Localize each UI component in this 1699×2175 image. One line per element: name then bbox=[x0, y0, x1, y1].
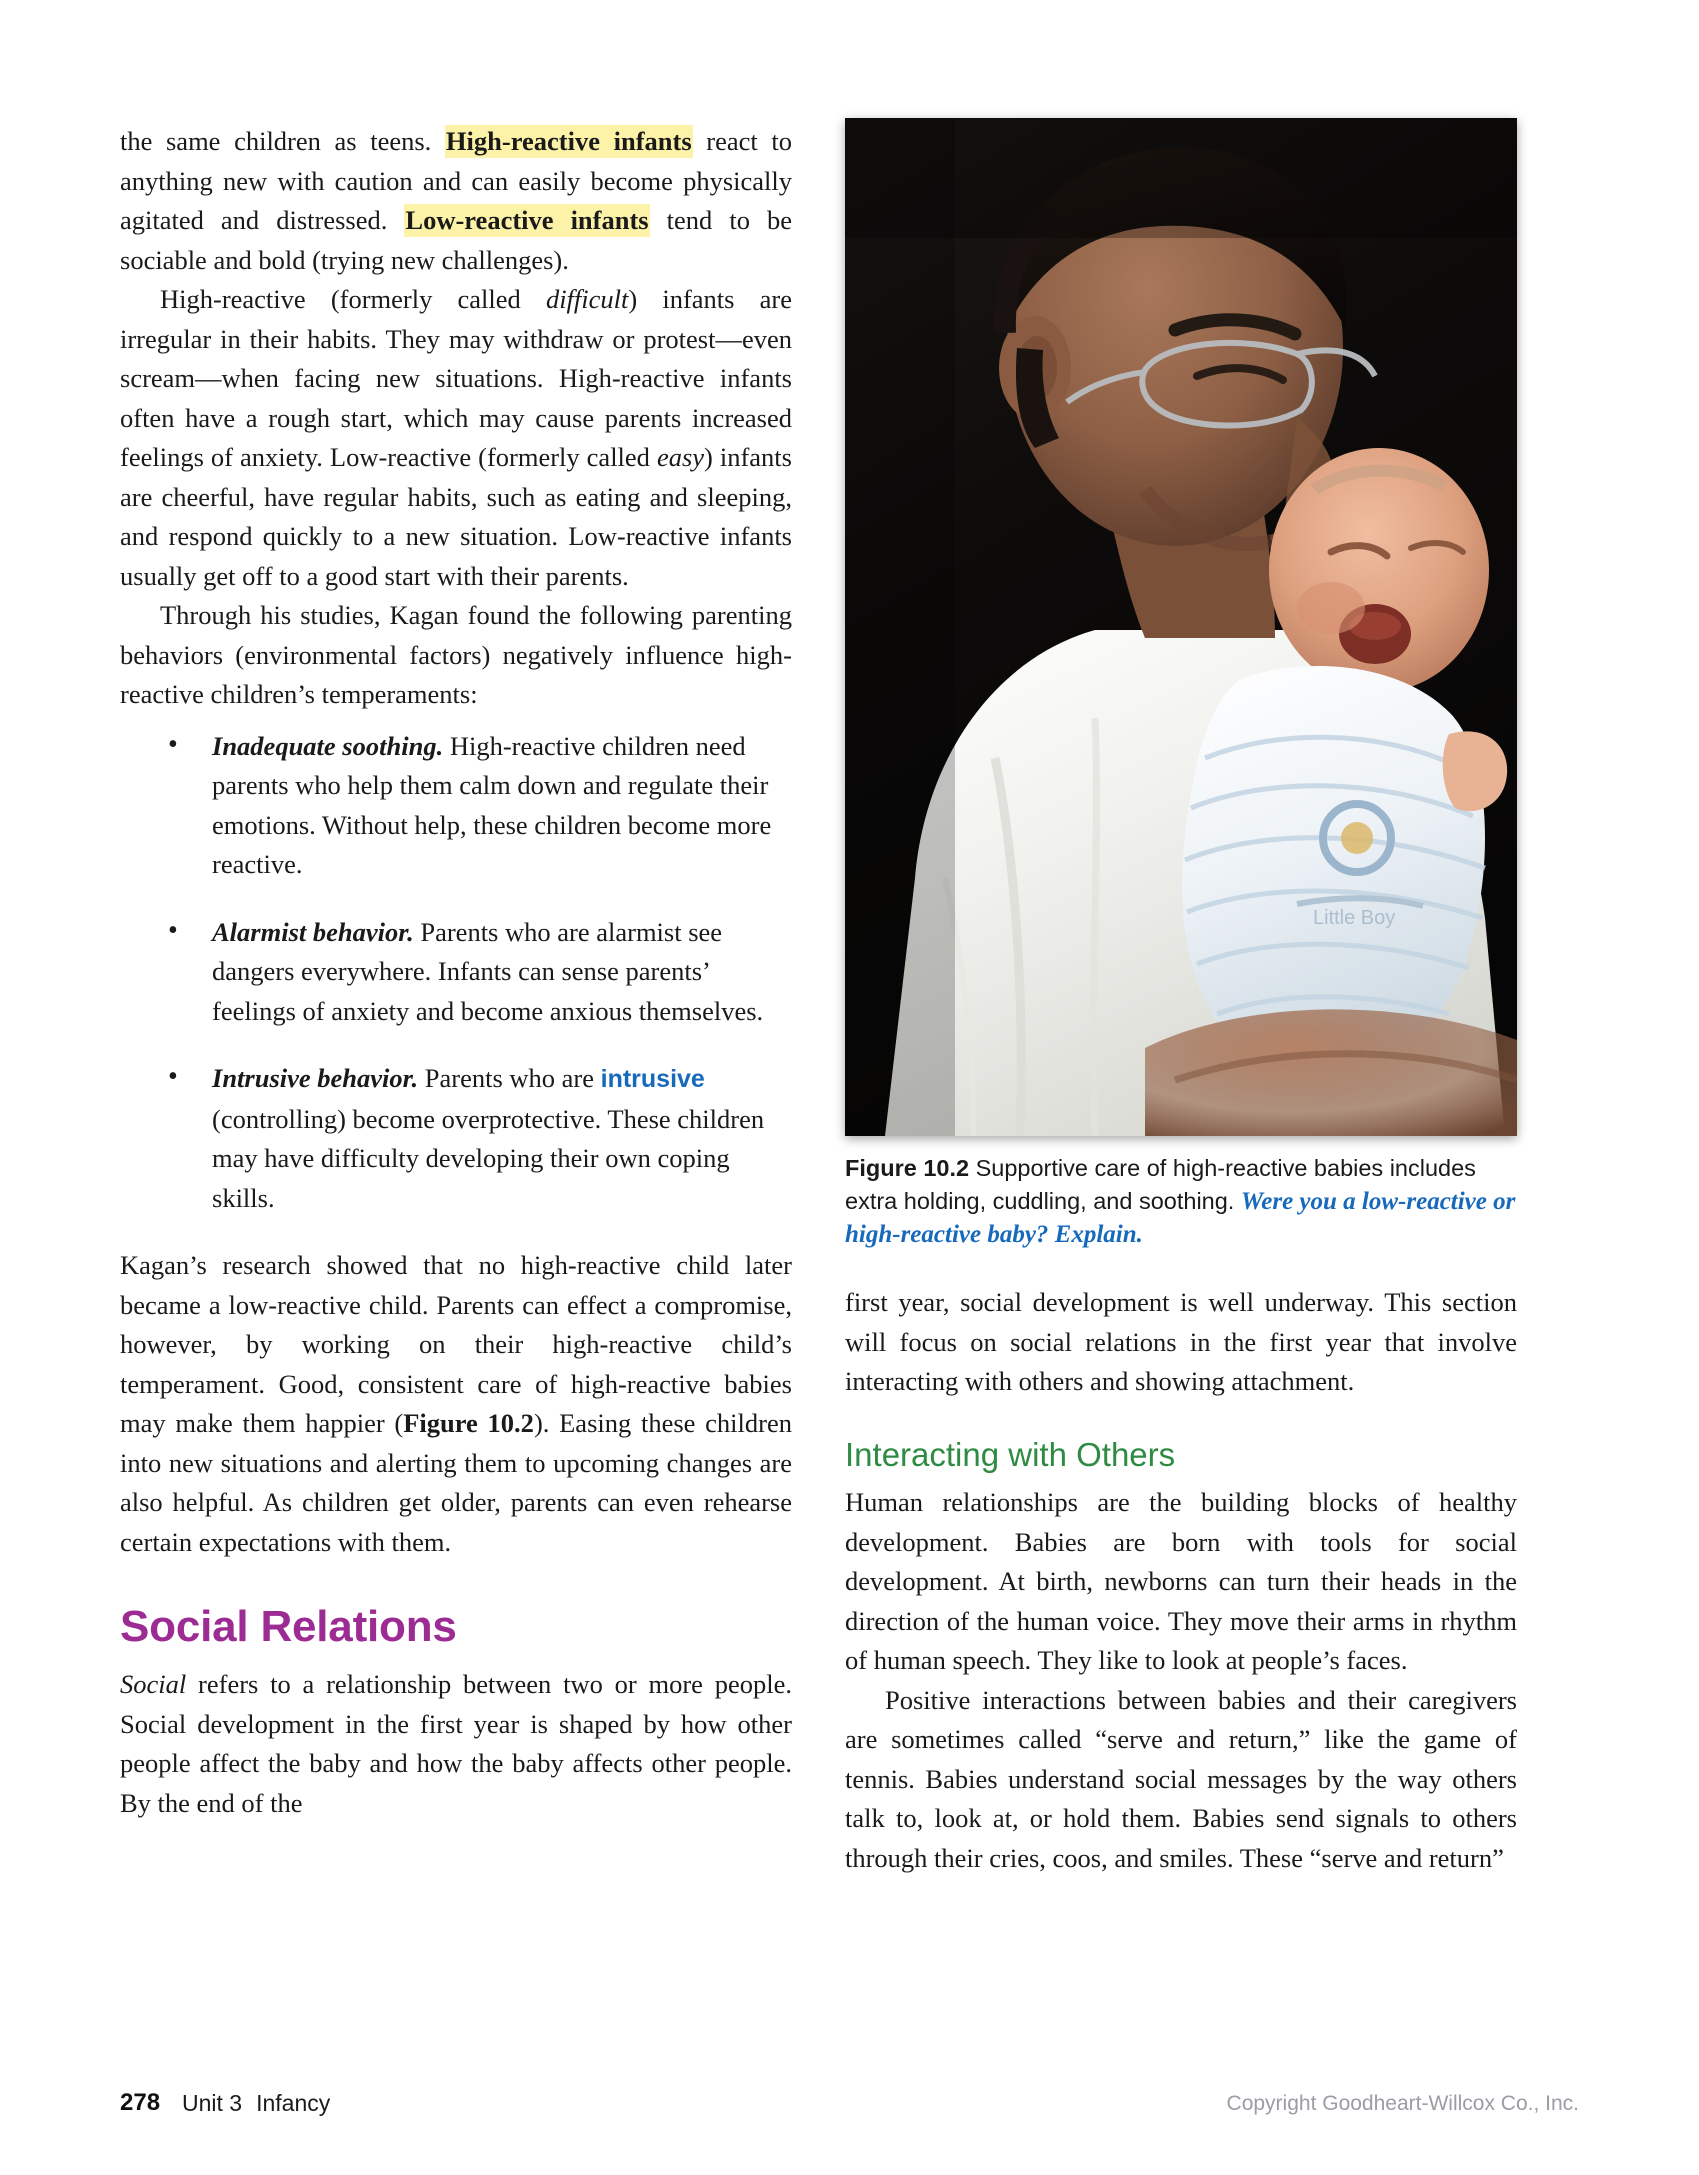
italic-difficult: difficult bbox=[545, 284, 629, 314]
para1-mid: react to anything new with caution and can easily become physically agitated and distressed. bbox=[120, 126, 792, 235]
figure-caption-prompt: Were you a low-reactive or high-reactive baby? Explain. bbox=[845, 1188, 1516, 1248]
running-head-section: Infancy bbox=[256, 2090, 331, 2116]
paragraph-serve-and-return: Positive interactions between babies and their caregivers are sometimes called “serve and return,” like the game of tennis. Babies understand social messages by the way others talk to, look at, or hold them. Babies send signals to others through their cries, coos, and smiles. These “serve and return” bbox=[845, 1684, 1517, 1873]
paragraph-continuation bbox=[120, 122, 792, 280]
right-text-column bbox=[845, 1283, 1517, 1878]
list-item-text-after: (controlling) become overprotective. These children may have difficulty developing their own coping skills. bbox=[212, 1103, 765, 1213]
figure-photo bbox=[845, 118, 1517, 1136]
paragraph-kagan-research bbox=[120, 1246, 792, 1562]
para2-b: ) infants are irregular in their habits. They may withdraw or protest—even scream—when facing new situations. High-reactive infants often have a rough start, which may cause parents increased feelings of anxiety. Low-reactive (formerly called bbox=[120, 284, 792, 472]
figure-cross-reference: Figure 10.2 bbox=[403, 1408, 534, 1438]
parenting-behaviors-list bbox=[120, 727, 792, 1219]
italic-easy: easy bbox=[656, 442, 705, 472]
paragraph-social-development-continuation: first year, social development is well underway. This section will focus on social relations in the first year that involve interacting with others and showing attachment. bbox=[845, 1287, 1517, 1396]
photo-illustration bbox=[845, 118, 1517, 1136]
para1-tail: tend to be sociable and bold (trying new challenges). bbox=[120, 205, 792, 275]
running-head bbox=[182, 2090, 330, 2117]
para2-a: High-reactive (formerly called bbox=[160, 284, 546, 314]
key-term-low-reactive-infants: Low-reactive infants bbox=[405, 205, 649, 235]
list-item-run-in-head: Alarmist behavior. bbox=[212, 916, 414, 947]
para5-rest: refers to a relationship between two or more people. Social development in the first year is shaped by how other people affect the baby and how the baby affects other people. By the end of the bbox=[120, 1669, 792, 1818]
list-item-text: High-reactive children need parents who help them calm down and regulate their emotions. Without help, these children become more reactive. bbox=[212, 730, 772, 879]
italic-social: Social bbox=[120, 1669, 187, 1700]
list-item bbox=[120, 913, 792, 1032]
figure-10-2 bbox=[845, 118, 1517, 1251]
list-item bbox=[120, 1059, 792, 1218]
section-heading-social-relations: Social Relations bbox=[120, 1602, 457, 1651]
para4-a: Kagan’s research showed that no high-reactive child later became a low-reactive child. Parents can effect a compromise, however, by working on their high-reactive child’s temperament. Good, consistent care of high-reactive babies may make them happier ( bbox=[120, 1250, 792, 1438]
svg-text:Little Boy: Little Boy bbox=[1313, 907, 1396, 929]
list-item-run-in-head: Inadequate soothing. bbox=[212, 730, 444, 761]
para2-c: ) infants are cheerful, have regular habits, such as eating and sleeping, and respond quickly to a new situation. Low-reactive infants usually get off to a good start with their parents. bbox=[120, 442, 792, 591]
paragraph-social-definition bbox=[120, 1665, 792, 1823]
paragraph-human-relationships: Human relationships are the building blocks of healthy development. Babies are born with tools for social development. At birth, newborns can turn their heads in the direction of the human voice. They move their arms in rhythm of human speech. They like to look at people’s faces. bbox=[845, 1487, 1517, 1676]
figure-caption-label: Figure 10.2 bbox=[845, 1155, 970, 1181]
paragraph-high-reactive-description bbox=[120, 280, 792, 596]
subsection-heading-interacting-with-others: Interacting with Others bbox=[845, 1435, 1176, 1473]
key-term-intrusive: intrusive bbox=[600, 1065, 705, 1093]
list-item-run-in-head: Intrusive behavior. bbox=[212, 1063, 419, 1093]
page-footer bbox=[120, 2089, 1579, 2123]
list-item-text-before: Parents who are bbox=[418, 1063, 601, 1093]
page-number: 278 bbox=[120, 2089, 161, 2116]
figure-caption-text: Supportive care of high-reactive babies includes extra holding, cuddling, and soothing. bbox=[845, 1155, 1476, 1214]
running-head-unit: Unit 3 bbox=[182, 2090, 243, 2116]
left-text-column bbox=[120, 122, 792, 1823]
key-term-high-reactive-infants: High-reactive infants bbox=[445, 126, 692, 156]
copyright-notice: Copyright Goodheart-Willcox Co., Inc. bbox=[1226, 2092, 1579, 2115]
list-item bbox=[120, 727, 792, 885]
list-item-text: Parents who are alarmist see dangers everywhere. Infants can sense parents’ feelings of anxiety and become anxious themselves. bbox=[212, 916, 764, 1026]
figure-caption bbox=[845, 1152, 1517, 1251]
para4-b: ). Easing these children into new situations and alerting them to upcoming changes are also helpful. As children get older, parents can even rehearse certain expectations with them. bbox=[120, 1408, 792, 1557]
paragraph-kagan-studies: Through his studies, Kagan found the following parenting behaviors (environmental factors) negatively influence high-reactive children’s temperaments: bbox=[120, 600, 792, 709]
para1-lead: the same children as teens. bbox=[120, 126, 445, 156]
